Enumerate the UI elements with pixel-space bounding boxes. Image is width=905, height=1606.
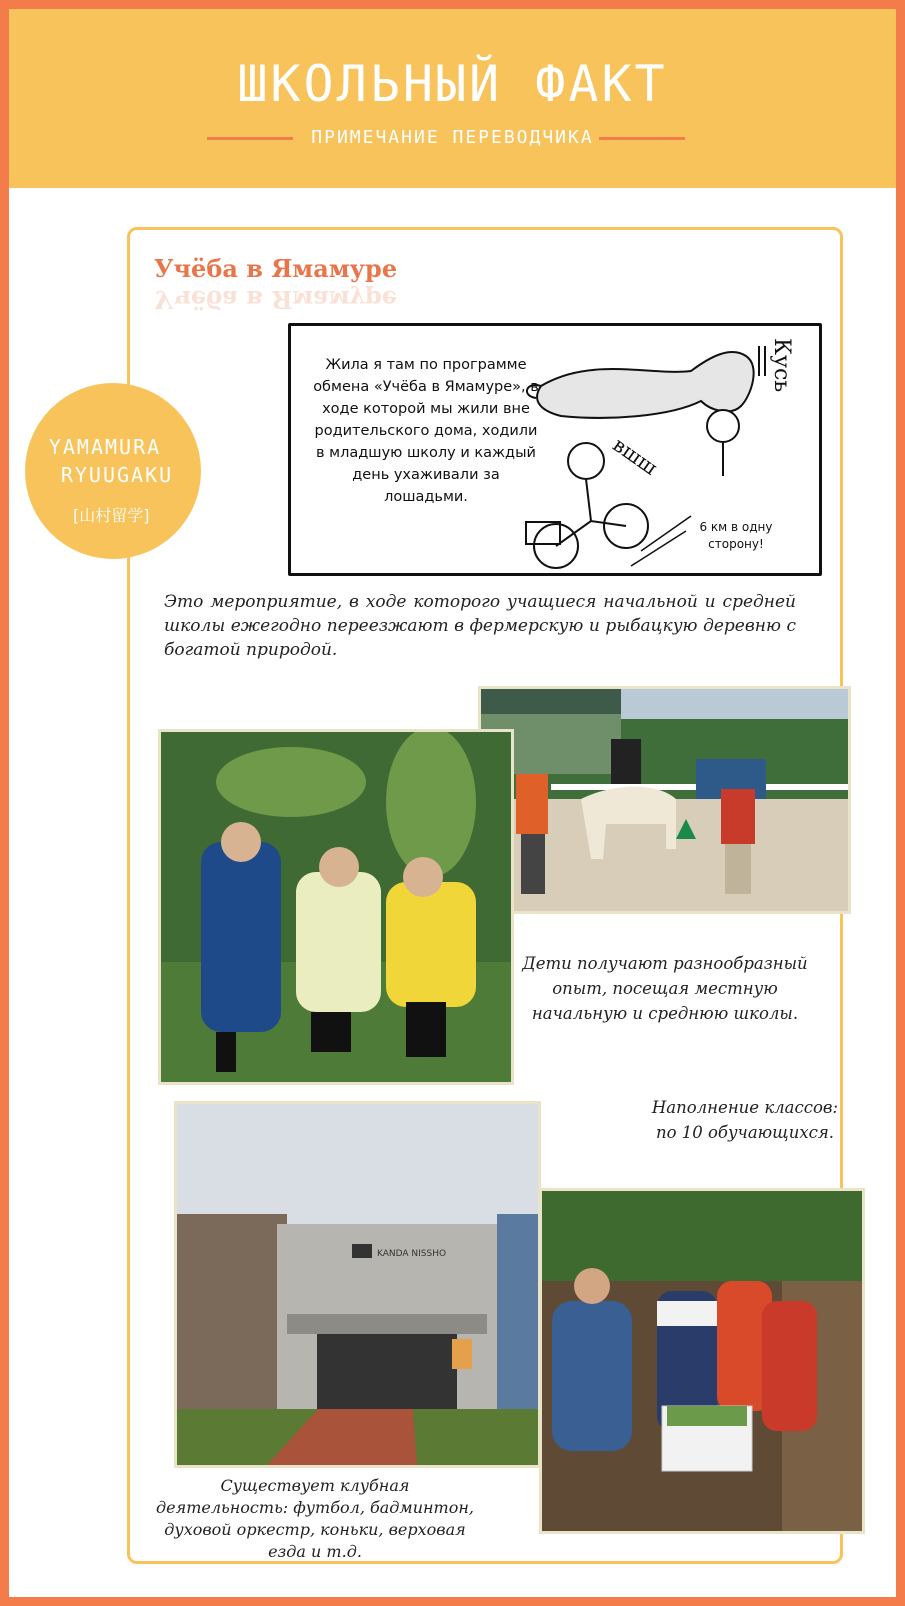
- photo-kids-gardening: [539, 1188, 865, 1534]
- photo-kids-gardening-art: [542, 1191, 862, 1531]
- photo-horse-riding: [478, 686, 851, 914]
- horse-body: [537, 352, 754, 418]
- badge-romaji-1: YAMAMURA: [48, 435, 162, 459]
- badge-kanji: [山村留学]: [73, 506, 150, 525]
- header-rule-right: [599, 137, 685, 140]
- bike-frame: [556, 479, 626, 546]
- bike-basket: [526, 522, 560, 544]
- photo-kids-leaves: [158, 729, 514, 1085]
- section-title: Учёба в Ямамуре: [154, 254, 398, 283]
- building-sign: KANDA NISSHO: [377, 1249, 447, 1259]
- photo-horse-riding-art: [481, 689, 848, 911]
- page-title: ШКОЛЬНЫЙ ФАКТ: [237, 55, 668, 113]
- caption-class-size: Наполнение классов: по 10 обучающихся.: [651, 1098, 839, 1142]
- header-banner: [9, 9, 896, 188]
- photo-kids-leaves-art: [161, 732, 511, 1082]
- comic-panel: [288, 323, 822, 576]
- badge-romaji-2: RYUUGAKU: [60, 463, 174, 487]
- comic-narration: Жила я там по программе обмена «Учёба в Ямамуре», в ходе которой мы жили вне родительского дома, ходили в младшую школу и каждый день ухаживали за лошадьми.: [313, 357, 539, 505]
- section-title-reflection: Учёба в Ямамуре: [154, 285, 398, 314]
- sfx-whoosh: вшш: [608, 432, 662, 480]
- page-subtitle: ПРИМЕЧАНИЕ ПЕРЕВОДЧИКА: [311, 127, 594, 148]
- speed-line-2: [631, 531, 686, 566]
- caption-clubs: Существует клубная деятельность: футбол, бадминтон, духовой оркестр, коньки, верховая езда и т.д.: [156, 1476, 474, 1561]
- sfx-bite: Кусь: [769, 338, 794, 393]
- term-badge: [25, 383, 201, 559]
- figure-head-1: [707, 410, 739, 442]
- comic-note: 6 км в одну сторону!: [699, 520, 773, 551]
- photo-school-building: [174, 1101, 541, 1468]
- cyclist-head: [568, 443, 604, 479]
- intro-paragraph: Это мероприятие, в ходе которого учащиеся начальной и средней школы ежегодно переезжают в фермерскую и рыбацкую деревню с богатой природой.: [164, 592, 796, 660]
- caption-experience: Дети получают разнообразный опыт, посещая местную начальную и среднюю школы.: [522, 954, 808, 1023]
- photo-school-building-art: [177, 1104, 538, 1465]
